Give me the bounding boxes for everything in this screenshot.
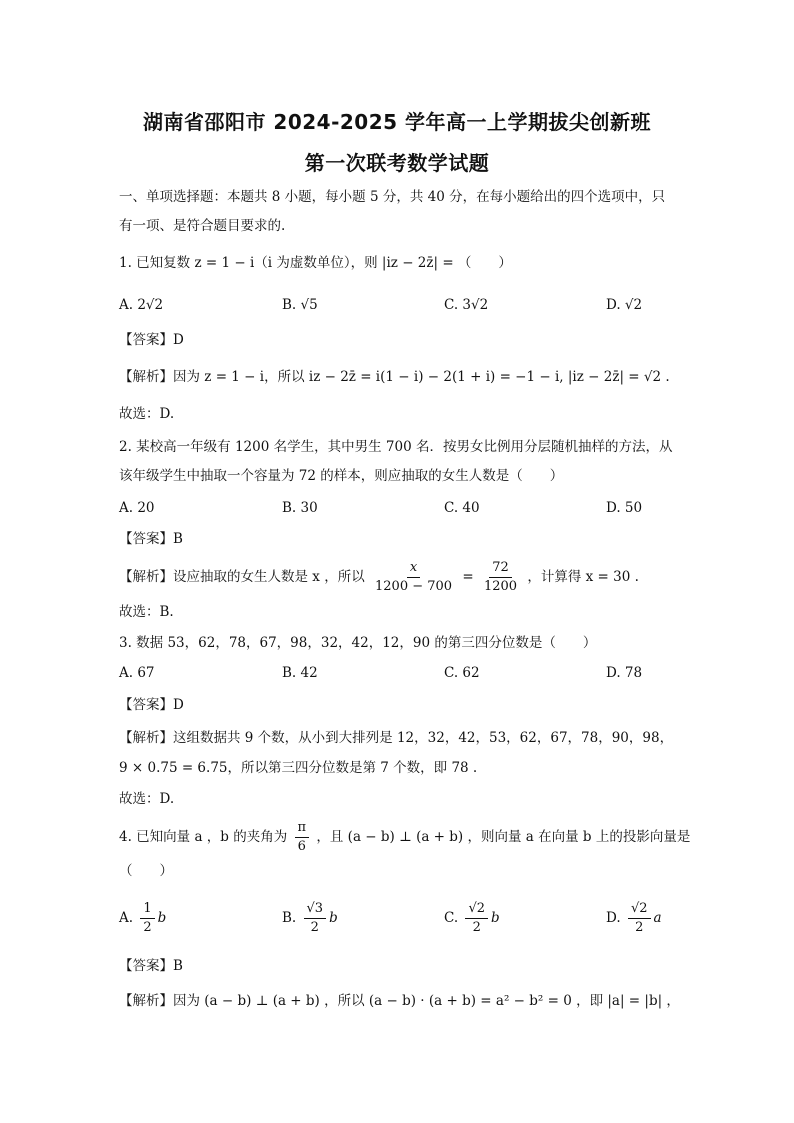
q4-option-b-numerator: √3 [304,900,327,919]
section-heading-line2: 有一项、是符合题目要求的. [119,218,286,234]
q2-option-a: A. 20 [119,500,155,516]
q4-option-b-vector: b [329,910,338,926]
q3-conclusion: 故选：D. [119,791,175,807]
q2-stem-line1: 2. 某校高一年级有 1200 名学生，其中男生 700 名．按男女比例用分层随机抽样的方法，从 [119,439,673,455]
q1-analysis: 【解析】因为 z = 1 − i，所以 iz − 2z̄ = i(1 − i) − 2(1 + i) = −1 − i, |iz − 2z̄| = √2 . [119,369,670,385]
q3-option-d: D. 78 [606,665,643,681]
q4-option-a-denominator: 2 [143,920,152,935]
q4-option-a-numerator: 1 [140,900,154,919]
q2-fraction-2-denominator: 1200 [483,579,518,594]
q1-conclusion: 故选：D. [119,406,175,422]
q2-fraction-2 [481,559,520,596]
q4-stem-suffix: ，且 (a − b) ⊥ (a + b) ，则向量 a 在向量 b 上的投影向量是 [316,829,691,845]
q4-stem [119,815,690,859]
q3-option-a: A. 67 [119,665,155,681]
page-title-line2: 第一次联考数学试题 [304,151,490,175]
q2-conclusion: 故选：B. [119,604,174,620]
q3-option-b: B. 42 [282,665,318,681]
q4-option-a-vector: b [157,910,167,926]
q4-stem-prefix: 4. 已知向量 a ，b 的夹角为 [119,829,288,845]
q3-option-c: C. 62 [444,665,480,681]
q1-answer: 【答案】D [119,332,184,348]
q4-option-c-denominator: 2 [472,920,481,935]
page-title-line1: 湖南省邵阳市 2024-2025 学年高一上学期拔尖创新班 [142,110,652,134]
q3-analysis-line1: 【解析】这组数据共 9 个数，从小到大排列是 12，32，42，53，62，67，78，90，98， [119,730,674,746]
q1-stem: 1. 已知复数 z = 1 − i（i 为虚数单位），则 |iz − 2z̄| = （ ） [119,255,512,271]
q2-analysis-suffix: ，计算得 x = 30 . [527,569,639,585]
q4-angle-fraction [295,819,310,856]
q2-equals: = [462,569,474,585]
q4-option-d-fraction [628,900,651,937]
q2-fraction-1 [372,559,455,596]
q4-option-b-label: B. [282,910,297,926]
q4-option-c-label: C. [444,910,459,926]
q4-option-c-fraction [465,900,488,937]
q2-fraction-1-numerator: x [407,559,420,578]
section-heading-line1: 一、单项选择题：本题共 8 小题，每小题 5 分，共 40 分，在每小题给出的四个选项中，只 [119,189,666,205]
q1-option-d: D. √2 [606,297,643,313]
q2-fraction-2-numerator: 72 [489,559,512,578]
q4-stem-line2: （ ） [119,863,173,879]
q4-option-a-fraction [140,900,154,937]
q2-stem-line2: 该年级学生中抽取一个容量为 72 的样本，则应抽取的女生人数是（ ） [119,468,564,484]
q4-option-b-fraction [304,900,327,937]
q4-option-d-denominator: 2 [635,920,644,935]
q4-option-a [119,898,166,938]
q4-option-b-denominator: 2 [310,920,319,935]
q4-option-a-label: A. [119,910,134,926]
q4-option-d-vector: a [653,910,662,926]
q3-stem: 3. 数据 53，62，78，67，98，32，42，12，90 的第三四分位数是（ ） [119,635,597,651]
q4-option-c-vector: b [491,910,500,926]
q2-option-d: D. 50 [606,500,643,516]
q2-analysis-prefix: 【解析】设应抽取的女生人数是 x ，所以 [119,569,365,585]
q4-option-c-numerator: √2 [465,900,488,919]
q4-analysis: 【解析】因为 (a − b) ⊥ (a + b) ，所以 (a − b) · (a + b) = a² − b² = 0 ，即 |a| = |b| ， [119,993,680,1009]
q4-option-d-label: D. [606,910,621,926]
q1-option-a: A. 2√2 [119,297,164,313]
q2-option-b: B. 30 [282,500,318,516]
q4-option-b [282,898,338,938]
q4-answer: 【答案】B [119,958,183,974]
q3-answer: 【答案】D [119,697,184,713]
q4-angle-denominator: 6 [297,839,306,854]
q4-option-d-numerator: √2 [628,900,651,919]
q4-option-c [444,898,500,938]
q2-analysis [119,555,639,599]
q1-option-b: B. √5 [282,297,318,313]
q1-option-c: C. 3√2 [444,297,489,313]
q2-answer: 【答案】B [119,531,183,547]
q4-option-d [606,898,662,938]
q3-analysis-line2: 9 × 0.75 = 6.75，所以第三四分位数是第 7 个数，即 78 . [119,760,478,776]
q4-angle-numerator: π [295,819,310,838]
q2-option-c: C. 40 [444,500,480,516]
q2-fraction-1-denominator: 1200 − 700 [375,579,453,594]
